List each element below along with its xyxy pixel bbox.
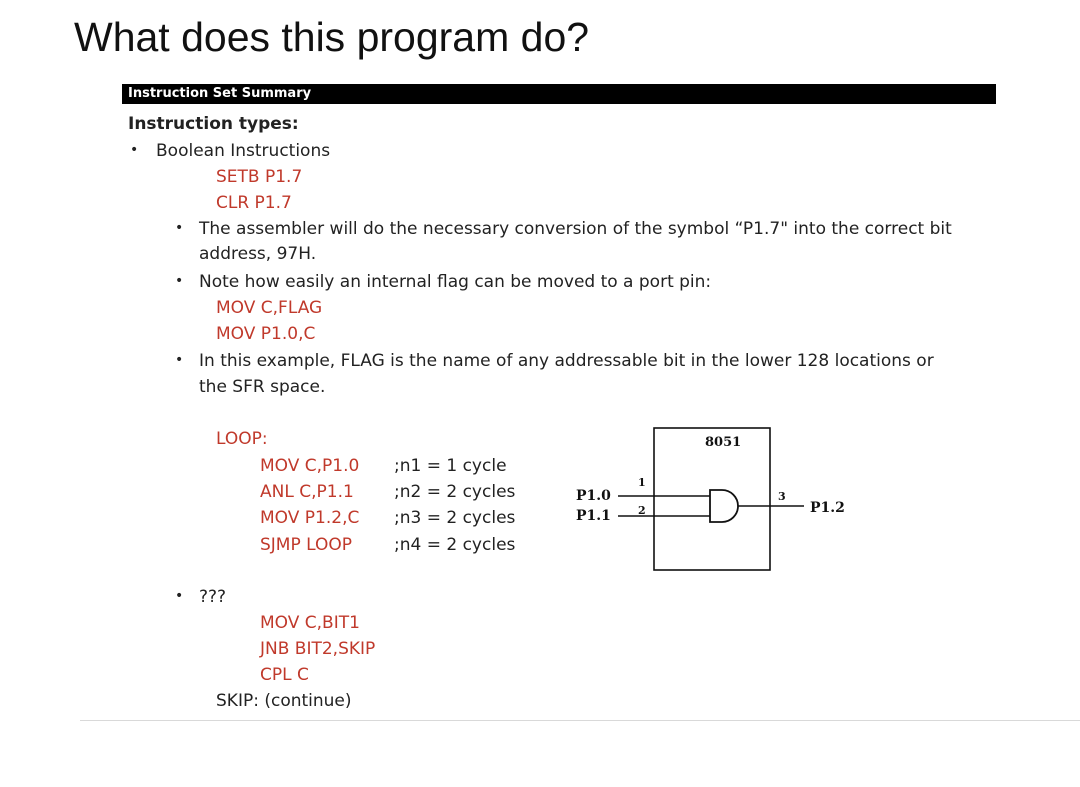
code-line: MOV C,BIT1: [260, 613, 360, 633]
bullet-text: address, 97H.: [199, 244, 317, 264]
bullet-text: The assembler will do the necessary conversion of the symbol “P1.7" into the correct bit: [199, 219, 952, 239]
instruction-types-heading: Instruction types:: [128, 114, 299, 134]
pin-1-label: 1: [638, 476, 646, 489]
section-header-bar: [122, 84, 996, 104]
and-gate-icon: [710, 490, 738, 522]
chip-label: 8051: [705, 435, 742, 450]
output-label: P1.2: [810, 500, 845, 516]
loop-comment: ;n4 = 2 cycles: [394, 535, 516, 555]
bullet-dot: •: [175, 273, 184, 289]
loop-comment: ;n3 = 2 cycles: [394, 508, 516, 528]
pin-3-label: 3: [778, 490, 786, 503]
loop-comment: ;n2 = 2 cycles: [394, 482, 516, 502]
bullet-text: Note how easily an internal flag can be moved to a port pin:: [199, 272, 712, 292]
code-line: MOV P1.0,C: [216, 324, 316, 344]
code-line: SETB P1.7: [216, 167, 303, 187]
and-gate-diagram: [560, 420, 860, 580]
bullet-dot: •: [175, 352, 184, 368]
slide-title: What does this program do?: [74, 14, 590, 60]
divider: [80, 720, 1080, 721]
pin-2-label: 2: [638, 504, 646, 517]
loop-instruction: MOV P1.2,C: [260, 508, 360, 528]
loop-instruction: ANL C,P1.1: [260, 482, 354, 502]
bullet-dot: •: [175, 220, 184, 236]
section-header-label: Instruction Set Summary: [128, 86, 312, 101]
input-b-label: P1.1: [576, 508, 611, 524]
bullet-dot: •: [175, 588, 184, 604]
skip-label: SKIP: (continue): [216, 691, 352, 711]
code-line: JNB BIT2,SKIP: [260, 639, 376, 659]
code-line: MOV C,FLAG: [216, 298, 323, 318]
bullet-dot: •: [130, 142, 139, 158]
boolean-instructions-heading: Boolean Instructions: [156, 141, 331, 161]
input-a-label: P1.0: [576, 488, 611, 504]
code-line: CLR P1.7: [216, 193, 292, 213]
bullet-text: the SFR space.: [199, 377, 326, 397]
bullet-text: ???: [199, 587, 227, 607]
code-line: CPL C: [260, 665, 309, 685]
loop-instruction: MOV C,P1.0: [260, 456, 360, 476]
loop-instruction: SJMP LOOP: [260, 535, 353, 555]
loop-label: LOOP:: [216, 429, 268, 449]
bullet-text: In this example, FLAG is the name of any addressable bit in the lower 128 locations or: [199, 351, 934, 371]
loop-comment: ;n1 = 1 cycle: [394, 456, 507, 476]
